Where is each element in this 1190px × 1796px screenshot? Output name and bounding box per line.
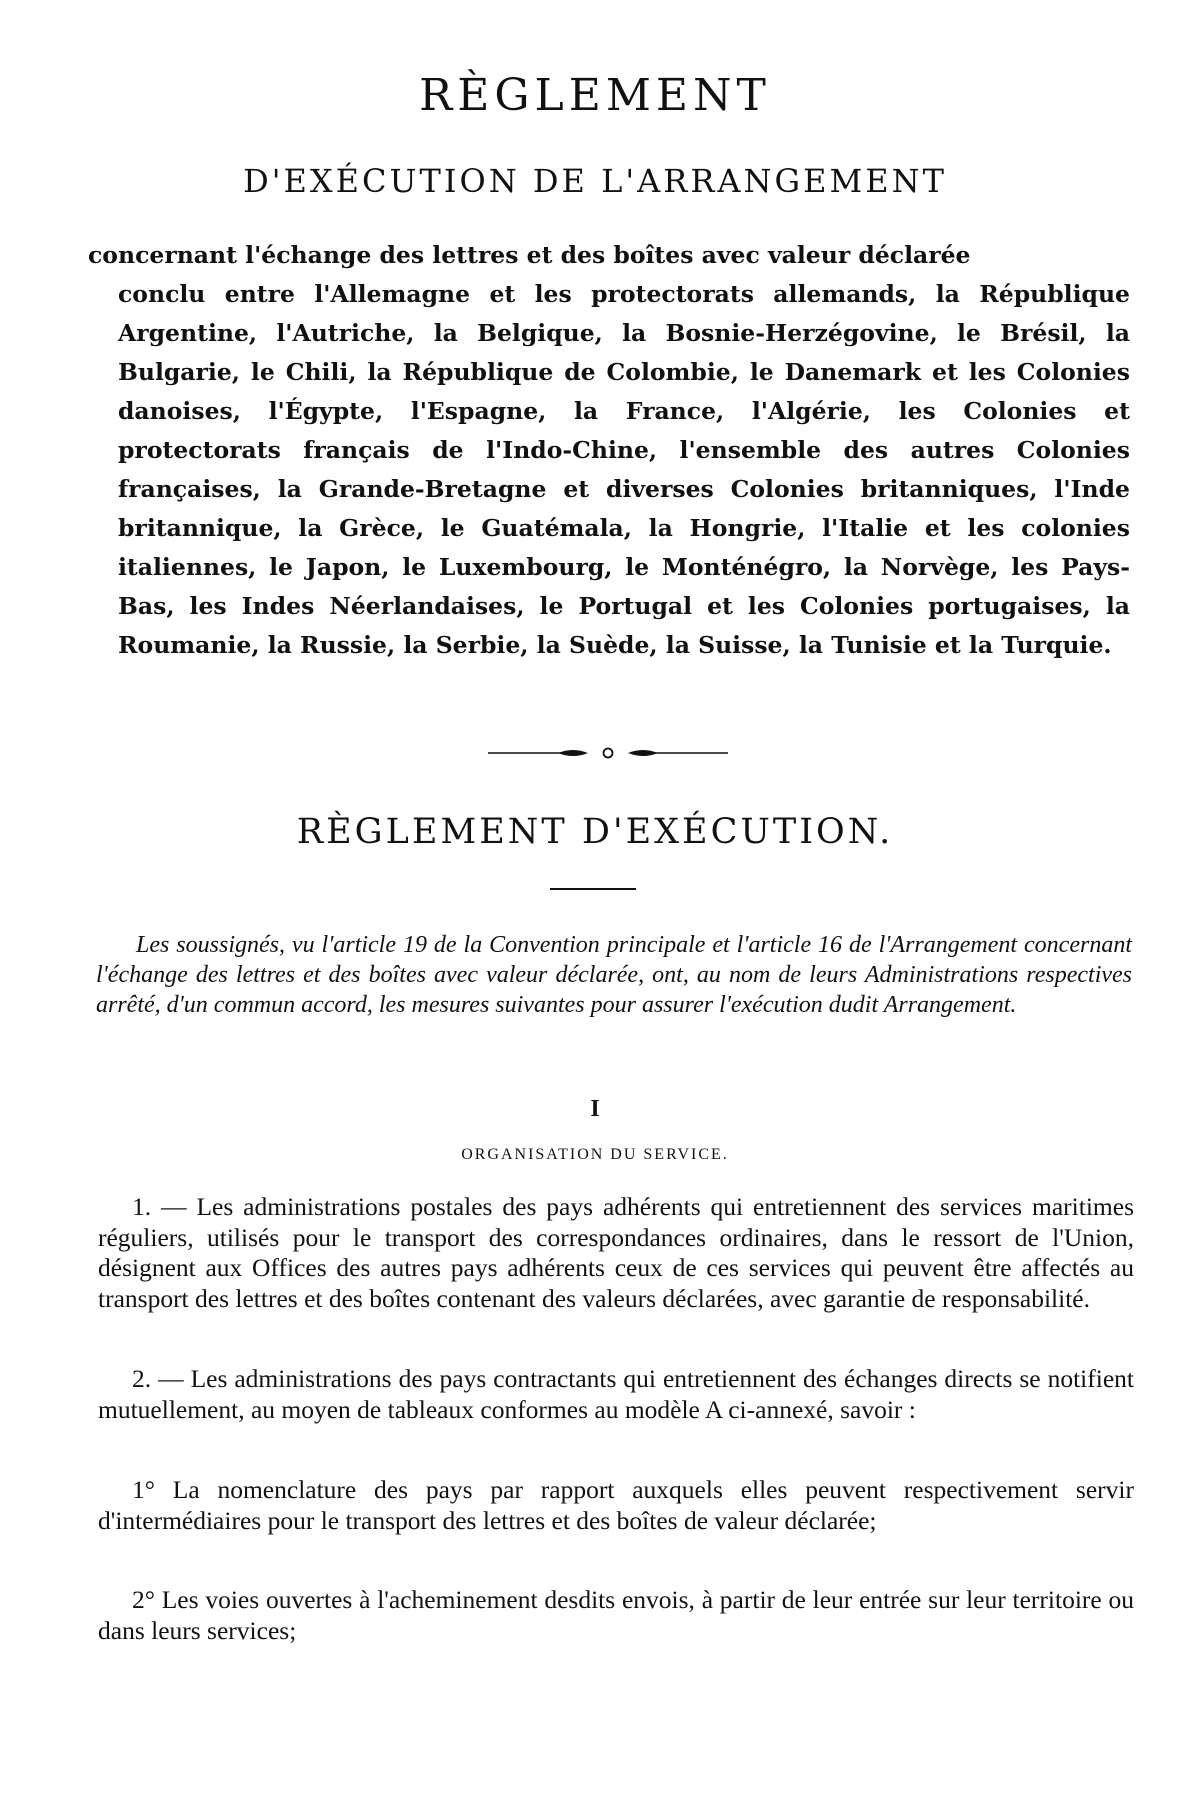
intro-body: conclu entre l'Allemagne et les protectorats allemands, la République Argentine, l'Autriche, la Belgique, la Bosnie-Herzégovine, le Brésil, la Bulgarie, le Chili, la République de Colombie, le Danemark et les Colonies danoises, l'Égypte, l'Espagne, la France, l'Algérie, les Colonies et protectorats français de l'Indo-Chine, l'ensemble des autres Colonies françaises, la Grande-Bretagne et diverses Colonies britanniques, l'Inde britannique, la Grèce, le Guatémala, la Hongrie, l'Italie et les colonies italiennes, le Japon, le Luxembourg, le Monténégro, la Norvège, les Pays-Bas, les Indes Néerlandaises, le Portugal et les Colonies portugaises, la Roumanie, la Russie, la Serbie, la Suède, la Suisse, la Tunisie et la Turquie. [118,280,1130,659]
article-paragraph: 1. — Les administrations postales des pays adhérents qui entretiennent des services maritimes réguliers, utilisés pour le transport des correspondances ordinaires, dans le ressort de l'Union, désignent aux Offices des autres pays adhérents ceux de ces services qui peuvent être affectés au transport des lettres et des boîtes contenant des valeurs déclarées, avec garantie de responsabilité. [98,1192,1134,1313]
preamble-paragraph: Les soussignés, vu l'article 19 de la Convention principale et l'article 16 de l'Arrangement concernant l'échange des lettres et des boîtes avec valeur déclarée, ont, au nom de leurs Administrations respectives arrêté, d'un commun accord, les mesures suivantes pour assurer l'exécution dudit Arrangement. [96,932,1132,1018]
article-paragraph: 2. — Les administrations des pays contractants qui entretiennent des échanges directs se notifient mutuellement, au moyen de tableaux conformes au modèle A ci-annexé, savoir : [98,1364,1134,1424]
section-rule [550,888,636,890]
section-title: RÈGLEMENT D'EXÉCUTION. [296,812,894,852]
article-paragraph: 1° La nomenclature des pays par rapport auxquels elles peuvent respectivement servir d'intermédiaires pour le transport des lettres et des boîtes de valeur déclarée; [98,1475,1134,1535]
intro-paragraph [88,236,1130,665]
intro-first-line: concernant l'échange des lettres et des boîtes avec valeur déclarée [88,241,971,269]
chapter-number: I [590,1096,600,1122]
document-title: RÈGLEMENT [419,70,771,121]
ornament-divider [488,745,728,761]
article-paragraph: 2° Les voies ouvertes à l'acheminement desdits envois, à partir de leur entrée sur leur territoire ou dans leurs services; [98,1585,1134,1645]
chapter-title: ORGANISATION DU SERVICE. [461,1146,729,1163]
document-subtitle: D'EXÉCUTION DE L'ARRANGEMENT [243,162,947,200]
